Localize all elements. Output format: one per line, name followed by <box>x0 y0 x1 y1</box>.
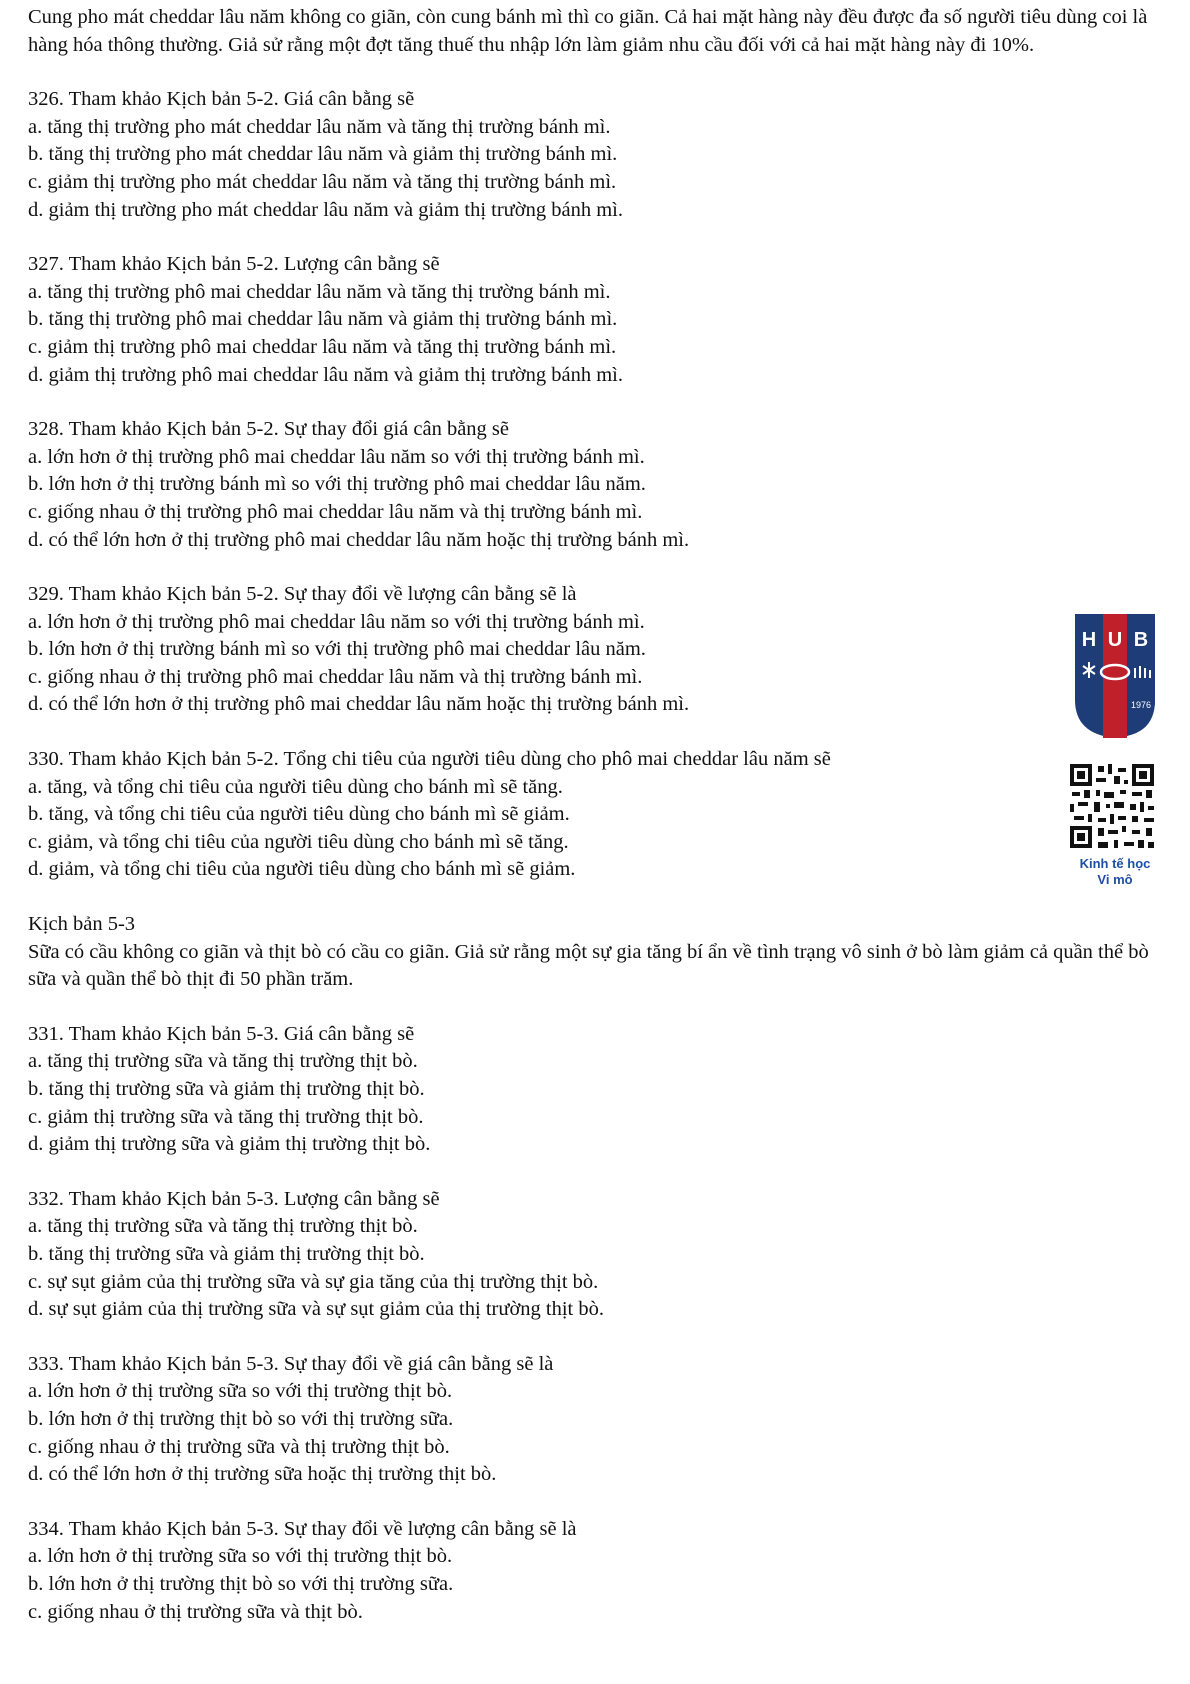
logo-letter-u: U <box>1107 629 1123 651</box>
option-b: b. tăng thị trường sữa và giảm thị trường thịt bò. <box>28 1078 425 1100</box>
question-title: 333. Tham khảo Kịch bản 5-3. Sự thay đổi về giá cân bằng sẽ là <box>28 1352 554 1375</box>
option-c: c. giống nhau ở thị trường phô mai cheddar lâu năm và thị trường bánh mì. <box>28 665 643 688</box>
logo-caption <box>1060 856 1170 888</box>
option-a: a. lớn hơn ở thị trường sữa so với thị trường thịt bò. <box>28 1380 453 1403</box>
option-c: c. giảm, và tổng chi tiêu của người tiêu dùng cho bánh mì sẽ tăng. <box>28 830 569 853</box>
question-title: 332. Tham khảo Kịch bản 5-3. Lượng cân bằng sẽ <box>28 1187 440 1210</box>
option-d: d. giảm thị trường sữa và giảm thị trường thịt bò. <box>28 1133 431 1156</box>
intro-text: Cung pho mát cheddar lâu năm không co giãn, còn cung bánh mì thì co giãn. Cả hai mặt hàng này đều được đa số người tiêu dùng coi là hàng hóa thông thường. Giả sử rằng một đợt tăng thuế thu nhập lớn làm giảm nhu cầu đối với cả hai mặt hàng này đi 10%. <box>28 6 1148 56</box>
option-d: d. giảm thị trường pho mát cheddar lâu năm và giảm thị trường bánh mì. <box>28 198 624 221</box>
scenario-5-2-intro <box>28 4 1168 59</box>
option-b: b. lớn hơn ở thị trường bánh mì so với thị trường phô mai cheddar lâu năm. <box>28 638 646 661</box>
option-b: b. lớn hơn ở thị trường thịt bò so với thị trường sữa. <box>28 1572 454 1595</box>
question-title: 328. Tham khảo Kịch bản 5-2. Sự thay đổi giá cân bằng sẽ <box>28 418 509 441</box>
option-a: a. tăng thị trường sữa và tăng thị trường thịt bò. <box>28 1215 418 1238</box>
option-d: d. có thể lớn hơn ở thị trường phô mai cheddar lâu năm hoặc thị trường bánh mì. <box>28 528 690 551</box>
option-a: a. tăng, và tổng chi tiêu của người tiêu dùng cho bánh mì sẽ tăng. <box>28 775 563 798</box>
option-b: b. lớn hơn ở thị trường bánh mì so với thị trường phô mai cheddar lâu năm. <box>28 473 646 496</box>
question-title: 331. Tham khảo Kịch bản 5-3. Giá cân bằng sẽ <box>28 1022 415 1045</box>
caption-line-2: Vi mô <box>1097 872 1133 887</box>
logo-letter-h: H <box>1081 629 1097 651</box>
question-329 <box>28 581 1168 719</box>
question-331 <box>28 1021 1168 1159</box>
scenario-text: Sữa có cầu không co giãn và thịt bò có cầu co giãn. Giả sử rằng một sự gia tăng bí ẩn về tình trạng vô sinh ở bò làm giảm cả quần thể bò sữa và quần thể bò thịt đi 50 phần trăm. <box>28 940 1149 991</box>
option-c: c. giảm thị trường phô mai cheddar lâu năm và tăng thị trường bánh mì. <box>28 335 617 358</box>
question-333 <box>28 1351 1168 1489</box>
hub-shield-logo <box>1073 612 1157 740</box>
option-a: a. lớn hơn ở thị trường sữa so với thị trường thịt bò. <box>28 1545 453 1568</box>
option-b: b. tăng thị trường phô mai cheddar lâu năm và giảm thị trường bánh mì. <box>28 308 618 331</box>
question-title: 326. Tham khảo Kịch bản 5-2. Giá cân bằng sẽ <box>28 88 415 111</box>
question-332 <box>28 1186 1168 1324</box>
question-title: 327. Tham khảo Kịch bản 5-2. Lượng cân bằng sẽ <box>28 253 440 276</box>
question-334 <box>28 1516 1168 1626</box>
option-a: a. tăng thị trường sữa và tăng thị trường thịt bò. <box>28 1050 418 1073</box>
option-a: a. lớn hơn ở thị trường phô mai cheddar lâu năm so với thị trường bánh mì. <box>28 445 645 468</box>
logo-year: 1976 <box>1130 700 1152 710</box>
caption-line-1: Kinh tế học <box>1079 856 1151 871</box>
question-327 <box>28 251 1168 389</box>
scenario-5-3 <box>28 911 1168 994</box>
option-b: b. tăng thị trường sữa và giảm thị trường thịt bò. <box>28 1242 425 1265</box>
question-title: 334. Tham khảo Kịch bản 5-3. Sự thay đổi về lượng cân bằng sẽ là <box>28 1517 577 1540</box>
option-a: a. tăng thị trường phô mai cheddar lâu năm và tăng thị trường bánh mì. <box>28 280 611 303</box>
option-c: c. giống nhau ở thị trường phô mai cheddar lâu năm và thị trường bánh mì. <box>28 500 643 523</box>
option-c: c. giống nhau ở thị trường sữa và thịt bò. <box>28 1600 363 1623</box>
question-title: 330. Tham khảo Kịch bản 5-2. Tổng chi tiêu của người tiêu dùng cho phô mai cheddar lâu năm sẽ <box>28 748 831 771</box>
question-326 <box>28 86 1168 224</box>
option-c: c. sự sụt giảm của thị trường sữa và sự gia tăng của thị trường thịt bò. <box>28 1270 599 1293</box>
option-d: d. có thể lớn hơn ở thị trường phô mai cheddar lâu năm hoặc thị trường bánh mì. <box>28 693 690 716</box>
question-328 <box>28 416 1168 554</box>
option-c: c. giảm thị trường sữa và tăng thị trường thịt bò. <box>28 1105 424 1128</box>
option-a: a. tăng thị trường pho mát cheddar lâu năm và tăng thị trường bánh mì. <box>28 115 611 138</box>
scenario-heading: Kịch bản 5-3 <box>28 913 136 936</box>
option-d: d. giảm, và tổng chi tiêu của người tiêu dùng cho bánh mì sẽ giảm. <box>28 858 576 881</box>
qr-code-icon[interactable] <box>1068 762 1156 850</box>
option-c: c. giảm thị trường pho mát cheddar lâu năm và tăng thị trường bánh mì. <box>28 170 617 193</box>
question-330 <box>28 746 1168 884</box>
question-title: 329. Tham khảo Kịch bản 5-2. Sự thay đổi về lượng cân bằng sẽ là <box>28 583 577 606</box>
option-d: d. có thể lớn hơn ở thị trường sữa hoặc thị trường thịt bò. <box>28 1463 497 1486</box>
option-a: a. lớn hơn ở thị trường phô mai cheddar lâu năm so với thị trường bánh mì. <box>28 610 645 633</box>
option-c: c. giống nhau ở thị trường sữa và thị trường thịt bò. <box>28 1435 450 1458</box>
option-b: b. tăng thị trường pho mát cheddar lâu năm và giảm thị trường bánh mì. <box>28 143 618 166</box>
hub-logo-panel <box>1060 612 1170 888</box>
logo-letter-b: B <box>1133 629 1149 651</box>
option-b: b. tăng, và tổng chi tiêu của người tiêu dùng cho bánh mì sẽ giảm. <box>28 803 570 826</box>
option-d: d. sự sụt giảm của thị trường sữa và sự sụt giảm của thị trường thịt bò. <box>28 1298 605 1321</box>
option-d: d. giảm thị trường phô mai cheddar lâu năm và giảm thị trường bánh mì. <box>28 363 624 386</box>
option-b: b. lớn hơn ở thị trường thịt bò so với thị trường sữa. <box>28 1407 454 1430</box>
document-page <box>28 4 1168 1626</box>
